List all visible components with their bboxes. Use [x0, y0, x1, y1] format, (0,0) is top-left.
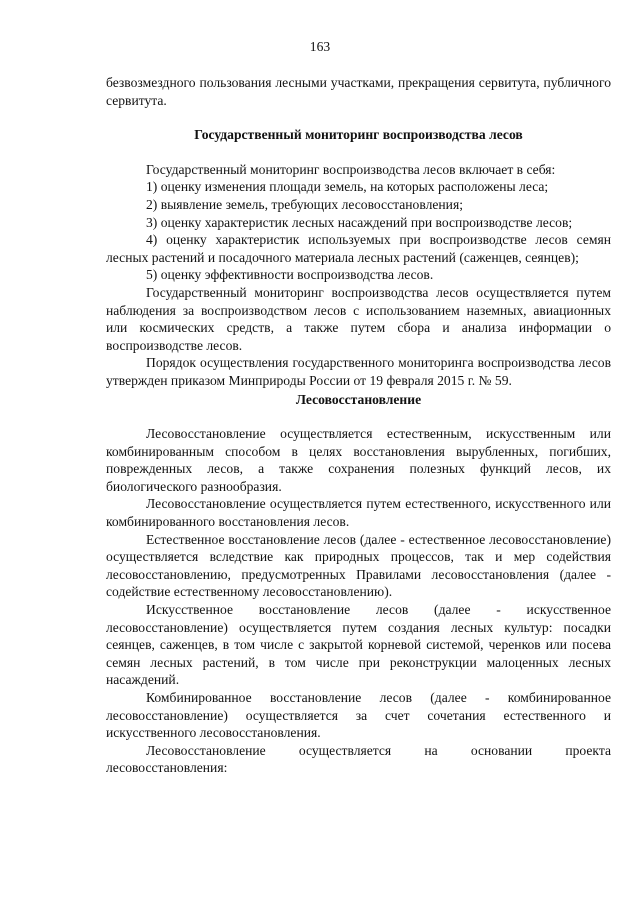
paragraph: Государственный мониторинг воспроизводства лесов осуществляется путем наблюдения за воспроизводством лесов с использованием наземных, авиационных или космических средств, а также путем сбора и анализа информации о воспроизводстве лесов.	[106, 284, 611, 353]
section-heading-monitoring: Государственный мониторинг воспроизводства лесов	[194, 127, 523, 143]
document-body	[106, 74, 611, 777]
paragraph: Лесовосстановление осуществляется путем естественного, искусственного или комбинированного восстановления лесов.	[106, 496, 611, 530]
intro-paragraph: безвозмездного пользования лесными участками, прекращения сервитута, публичного сервитута.	[106, 75, 611, 108]
list-item: 3) оценку характеристик лесных насаждений при воспроизводстве лесов;	[146, 214, 573, 230]
list-item: 4) оценку характеристик используемых при воспроизводстве лесов семян лесных растений и посадочного материала лесных растений (саженцев, сеянцев);	[106, 232, 611, 265]
paragraph: Лесовосстановление осуществляется естественным, искусственным или комбинированным способом в целях восстановления вырубленных, погибших, поврежденных лесов, а также сохранения полезных функций лесов, их биологического разнообразия.	[106, 426, 611, 494]
paragraph: Комбинированное восстановление лесов (далее - комбинированное лесовосстановление) осуществляется за счет сочетания естественного и искусственного лесовосстановления.	[106, 690, 611, 741]
section-heading-reforestation: Лесовосстановление	[295, 391, 422, 407]
paragraph: Государственный мониторинг воспроизводства лесов включает в себя:	[146, 161, 556, 177]
list-item: 5) оценку эффективности воспроизводства лесов.	[146, 267, 434, 283]
list-item: 2) выявление земель, требующих лесовосстановления;	[146, 196, 463, 212]
paragraph: Лесовосстановление осуществляется на основании проекта лесовосстановления:	[106, 742, 611, 776]
paragraph: Естественное восстановление лесов (далее - естественное лесовосстановление) осуществляется вследствие как природных процессов, так и мер содействия лесовосстановлению, предусмотренных Правилами лесовосстановления (далее - содействие естественному лесовосстановлению).	[106, 531, 611, 600]
paragraph: Искусственное восстановление лесов (далее - искусственное лесовосстановление) осуществляется путем создания лесных культур: посадки сеянцев, саженцев, в том числе с закрытой корневой системой, черенков или посева семян лесных растений, в том числе при реконструкции малоценных лесных насаждений.	[106, 602, 611, 688]
paragraph: Порядок осуществления государственного мониторинга воспроизводства лесов утвержден приказом Минприроды России от 19 февраля 2015 г. № 59.	[106, 355, 611, 388]
page-number: 163	[309, 39, 331, 54]
list-item: 1) оценку изменения площади земель, на которых расположены леса;	[146, 179, 549, 195]
